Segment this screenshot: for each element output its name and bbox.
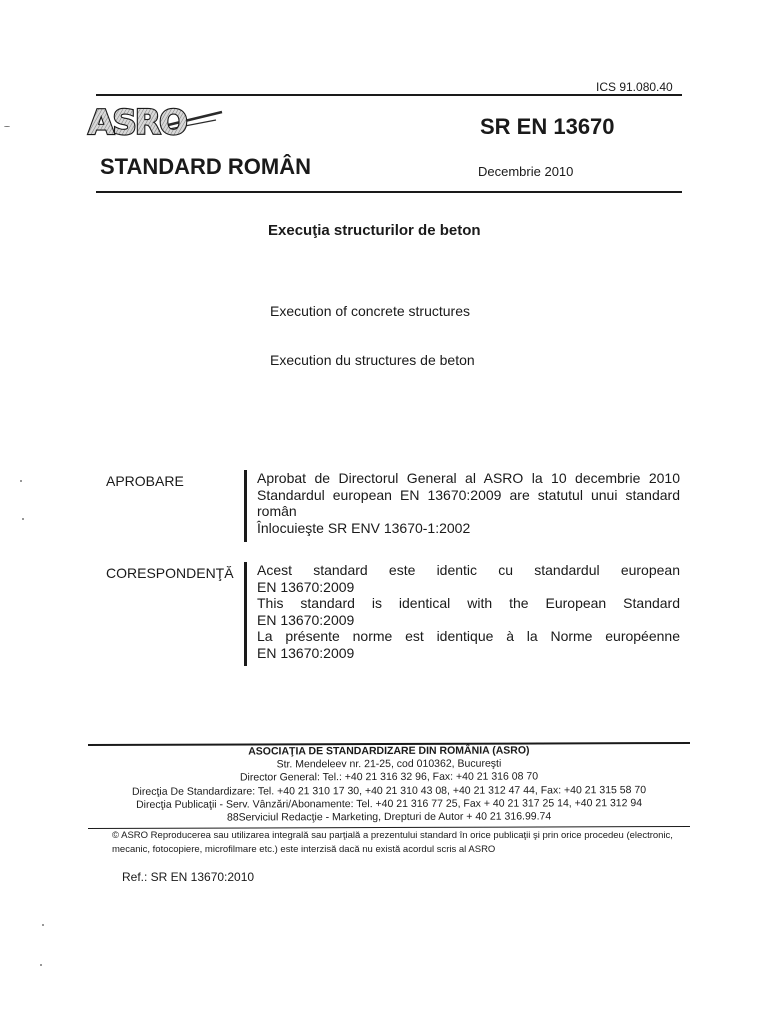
approval-line: Înlocuieşte SR ENV 13670-1:2002 bbox=[257, 519, 471, 536]
scan-speck bbox=[42, 924, 44, 926]
footer-contact bbox=[88, 744, 690, 825]
correspondence-line: Acest standard este identic cu standardul european bbox=[257, 562, 680, 578]
approval-bar bbox=[244, 470, 247, 542]
scan-speck bbox=[20, 480, 22, 482]
correspondence-bar bbox=[244, 562, 247, 666]
approval-line: Standardul european EN 13670:2009 are statutul unui standard bbox=[257, 486, 680, 503]
header-bottom-rule bbox=[96, 191, 682, 193]
approval-text bbox=[257, 470, 680, 536]
asro-logo-graphic bbox=[84, 98, 224, 142]
correspondence-line: This standard is identical with the European Standard bbox=[257, 595, 680, 611]
footer-line: 88Serviciul Redacţie - Marketing, Drepturi de Autor + 40 21 316.99.74 bbox=[226, 810, 552, 824]
standard-name: STANDARD ROMÂN bbox=[100, 154, 312, 179]
correspondence-line: EN 13670:2009 bbox=[257, 611, 355, 628]
title-french: Execution du structures de beton bbox=[270, 352, 475, 368]
approval-line: român bbox=[257, 503, 297, 519]
approval-line: Aprobat de Directorul General al ASRO la 10 decembrie 2010 bbox=[257, 470, 680, 486]
publication-date: Decembrie 2010 bbox=[478, 164, 574, 179]
svg-text:ASRO: ASRO bbox=[88, 103, 186, 142]
correspondence-line: EN 13670:2009 bbox=[257, 578, 355, 595]
footer-line: Direcţia Publicaţii - Serv. Vânzări/Abonamente: Tel. +40 21 316 77 25, Fax + 40 21 317 25 14, +40 21 312 94 bbox=[136, 796, 643, 811]
title-romanian: Execuţia structurilor de beton bbox=[268, 222, 481, 239]
document-reference: Ref.: SR EN 13670:2010 bbox=[122, 870, 255, 884]
correspondence-text bbox=[257, 562, 680, 661]
approval-label: APROBARE bbox=[106, 473, 184, 489]
title-english: Execution of concrete structures bbox=[270, 303, 470, 319]
scan-speck bbox=[22, 518, 24, 520]
footer-line: Direcţia De Standardizare: Tel. +40 21 310 17 30, +40 21 310 43 08, +40 21 312 47 44, Fax: +40 21 315 58 70 bbox=[131, 783, 647, 798]
asro-logo bbox=[84, 98, 224, 142]
scan-speck bbox=[40, 964, 42, 966]
correspondence-line: EN 13670:2009 bbox=[257, 644, 355, 661]
correspondence-line: La présente norme est identique à la Norme européenne bbox=[257, 628, 680, 644]
standard-code: SR EN 13670 bbox=[480, 114, 615, 139]
footer-line: Director General: Tel.: +40 21 316 32 96, Fax: +40 21 316 08 70 bbox=[239, 770, 539, 784]
scan-speck bbox=[4, 126, 10, 127]
ics-code: ICS 91.080.40 bbox=[596, 80, 673, 94]
copyright-notice: © ASRO Reproducerea sau utilizarea integrală sau parţială a prezentului standard în orice publicaţii şi prin orice procedeu (electronic, mecanic, fotocopiere, microfilmare etc.) este interzisă dacă nu există acordul scris al ASRO bbox=[112, 830, 673, 855]
correspondence-label: CORESPONDENŢĂ bbox=[106, 565, 234, 581]
footer-org-name: ASOCIAŢIA DE STANDARDIZARE DIN ROMÂNIA (ASRO) bbox=[248, 744, 530, 758]
header-top-rule bbox=[96, 94, 682, 96]
footer-line: Str. Mendeleev nr. 21-25, cod 010362, Bucureşti bbox=[276, 757, 502, 771]
